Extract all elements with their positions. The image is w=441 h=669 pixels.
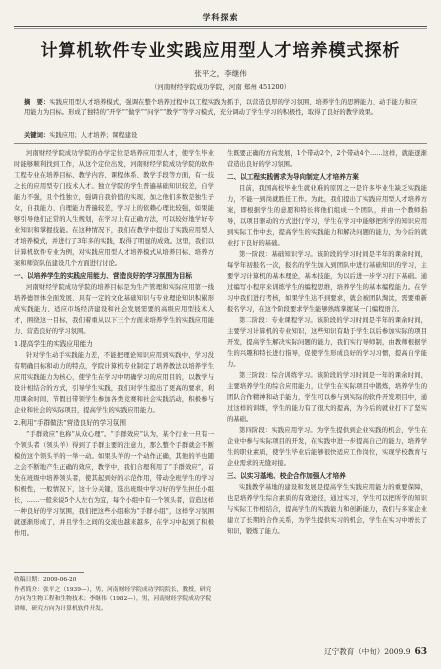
paragraph: 河南财经学院成功学院的办学定位是培养应用型人才，使学生毕业时能够顺利找到工作，从这个定位出发，河南财经学院成功学院的软件工程专业在培养目标、教学内容、课程体系、教学手段等方面，有一技之长的应用型专门技术人才。独立学院的学生普遍基础知识较差，自学能力不强，且个性独立，强调自我价值的实现，加之他们多数是独生子女，自我能力、自理能力普遍较差，学习上的依赖心理比较强，如果能够引导他们正常的人生规划，在学习上有正确方法，可以较好地学好专业知识和掌握技能。在这种情况下，我们在教学中提出了实践应用型人才培养模式，并进行了3年多的实践，取得了明显的成效。这里，我们以计算机软件专业为例，对实践应用型人才培养模式从培养目标、培养方案和师资队伍建设几个方面进行讨论。 [14,150,214,267]
footnote-rule [14,572,84,573]
paragraph: 第二阶段：专业课程学习。该阶段的学习时间是半年的课余时间，主要学习计算机的专业知识，这些知识有助于学生以后参加实际的项目开发，提高学生解决实际问题的能力，我们实行导师制，由教师根据学生的兴趣和特长进行指导，促使学生形成良好的学习习惯，提高自学能力。 [227,317,427,368]
paragraph: 河南财经学院成功学院的培养目标是为生产管理和实际应用第一线培养德智体全面发展、具有一定的文化基础知识与专业理论知识积累形成实践能力、适应市场经济建设和社会发展需要的高级应用型技术人才，围绕这一目标，我们着重从以下三个方面来培养学生的实践应用能力、营造良好的学习氛围。 [14,284,214,335]
subsection-heading: 1.提高学生的实践应用能力 [14,340,93,348]
header-rule [14,26,427,27]
paragraph: 实践教学基地的建设和发展是提高学生实践应用能力的重要保障，也是培养学生综合素质的有效途径，通过实习，学生可以把所学的知识与实际工作相结合，提高学生的实践能力和创新能力，我们与多家企业建立了长期的合作关系，为学生提供实习的机会，学生在实习中增长了知识，锻炼了能力。 [227,484,427,535]
abstract-separator [14,143,427,144]
abstract-label: 摘 要： [24,99,50,106]
received-date: 收稿日期：2009-06-20 [14,577,77,583]
section-heading: 二、以工程实践需求为导向制定人才培养方案 [227,173,359,181]
footnotes [14,576,214,614]
author-note: 作者简介：张平之（1939—），男，河南财经学院成功学院院长，教授，研究方向为生物工程和生物技术；李继伟（1982—），男，河南财经学院成功学院讲师，研究方向为计算机软件开发。 [14,586,212,612]
section-heading: 一、以培养学生的实践应用能力、营造良好的学习氛围为目标 [14,272,193,280]
section-heading: 三、以实习基地、校企合作加强人才培养 [227,472,346,480]
left-column [14,148,214,634]
journal-name: 辽宁教育（中旬）2009.9 [324,647,411,656]
paragraph: 第一阶段：基础知识学习。该阶段的学习时间是半年的课余时间，每学年初报名一次，报名的学生加入到团队中进行基础知识的学习，主要学习计算机的基本理论，基本技能，为以后进一步学习打下基础。通过编写小程序来训练学生的编程思维，培养学生的基本编程能力。在学习中我们进行考核，如果学生达不到要求，就会被团队淘汰，需要重新报名学习，在这个阶段要求学生能够熟练掌握某一门编程语言。 [227,251,427,313]
subsection-heading: 2.利用“手群做法”营造良好的学习氛围 [14,419,126,427]
article-title: 计算机软件专业实践应用型人才培养模式探析 [40,41,401,61]
keywords-text: 实践应用；人才培养；课程建设 [49,132,138,139]
keywords-label: 关键词： [24,132,50,139]
authors: 张平之，李继伟 [194,69,247,78]
page-number: 63 [414,647,427,657]
paragraph: 生既要正确的方向发展，1个带动2个，2个带动4个……这样，就能逐渐营造出良好的学习氛围。 [227,150,427,168]
affiliation: （河南财经学院成功学院，河南 郑州 451200） [150,83,291,91]
paragraph: 第三阶段：综合训练学习。该阶段的学习时间是一年的课余时间，主要培养学生的综合应用能力，让学生在实际项目中锻炼，培养学生的团队合作精神和动手能力，学生可以参与到实际的软件开发项目中，通过这样的训练，学生的能力有了很大的提高，为今后的就业打下了坚实的基础。 [227,372,427,423]
abstract-text: 实践应用型人才培养模式，强调在整个培养过程中以工程实践为抓手，以营造良厚的学习氛围、培养学生的思辨能力、动手能力和应用能力为目标。形成了独特的“开学”“做学”“问学”“教学”等学习模式，充分调动了学生学习的积极性，取得了良好的教学效果。 [24,99,418,116]
paragraph: 第四阶段：实践应用学习。为学生提供到企业实践的机会，学生在企业中参与实际项目的开发，在实践中进一步提高自己的能力，培养学生的职业素质，使学生毕业后能够很快适应工作岗位，实现学校教育与企业需求的无缝对接。 [227,427,427,467]
page-footer [14,646,427,657]
paragraph: “手群效应”也称“从众心理”。“手群效应”认为，某个行业一旦有一个领头者（领头羊）得到了手群主要的注意力，那么整个手群就会不断模仿这个领头羊的一举一动。如果头羊的一个动作正确，其他的羊也随之会不断地产生正确的效应，教学中，我们合理利用了“手群效应”，首先在班级中培养领头者，使其起到好的示范作用，带动全班学生的学习积极性，一般情况下，这十分关键，选出班级中学习好的学生担任小组长，……一般来说5个人左右为宜，每个小组中有一个领头者，营造这样一种良好的学习氛围，我们把这些小组称为“手群小组”，这样学习氛围就逐渐形成了，并且学生之间的交流也越来越多，在学习中起到了积极作用。 [14,431,214,537]
paragraph: 目前，我国高校毕业生就业难的原因之一是许多毕业生缺乏实践能力，不能一到岗就胜任工作。为此，我们提出了实践应用型人才培养方案，即根据学生的意愿和特长将他们组成一个团队，并由一个教师指导，以项目驱动的方式进行学习，学生在学习中能够把所学的知识应用到实际工作中去，提高学生的实践能力和解决问题的能力，为今后的就业打下良好的基础。 [227,185,427,247]
header-rule-thin [14,28,427,29]
section-header: 学科探索 [202,12,239,22]
right-column [227,148,427,634]
keywords [24,130,417,139]
paragraph: 针对学生动手实践能力差，不能把理论知识应用到实践中，学习没有明确目标和动力的特点，学院计算机专业制定了培养教法以培养学生应用实践能力为核心，使学生在学习中明确学习的应用目的，以教学与设计相结合的方式，引导学生实践，我们对学生提出了更高的要求，利用课余时间、节假日带领学生参加各类竞赛和社会实践活动，积极参与企业和社会的实际项目，提高学生的实践应用能力。 [14,352,214,414]
abstract [24,98,417,118]
